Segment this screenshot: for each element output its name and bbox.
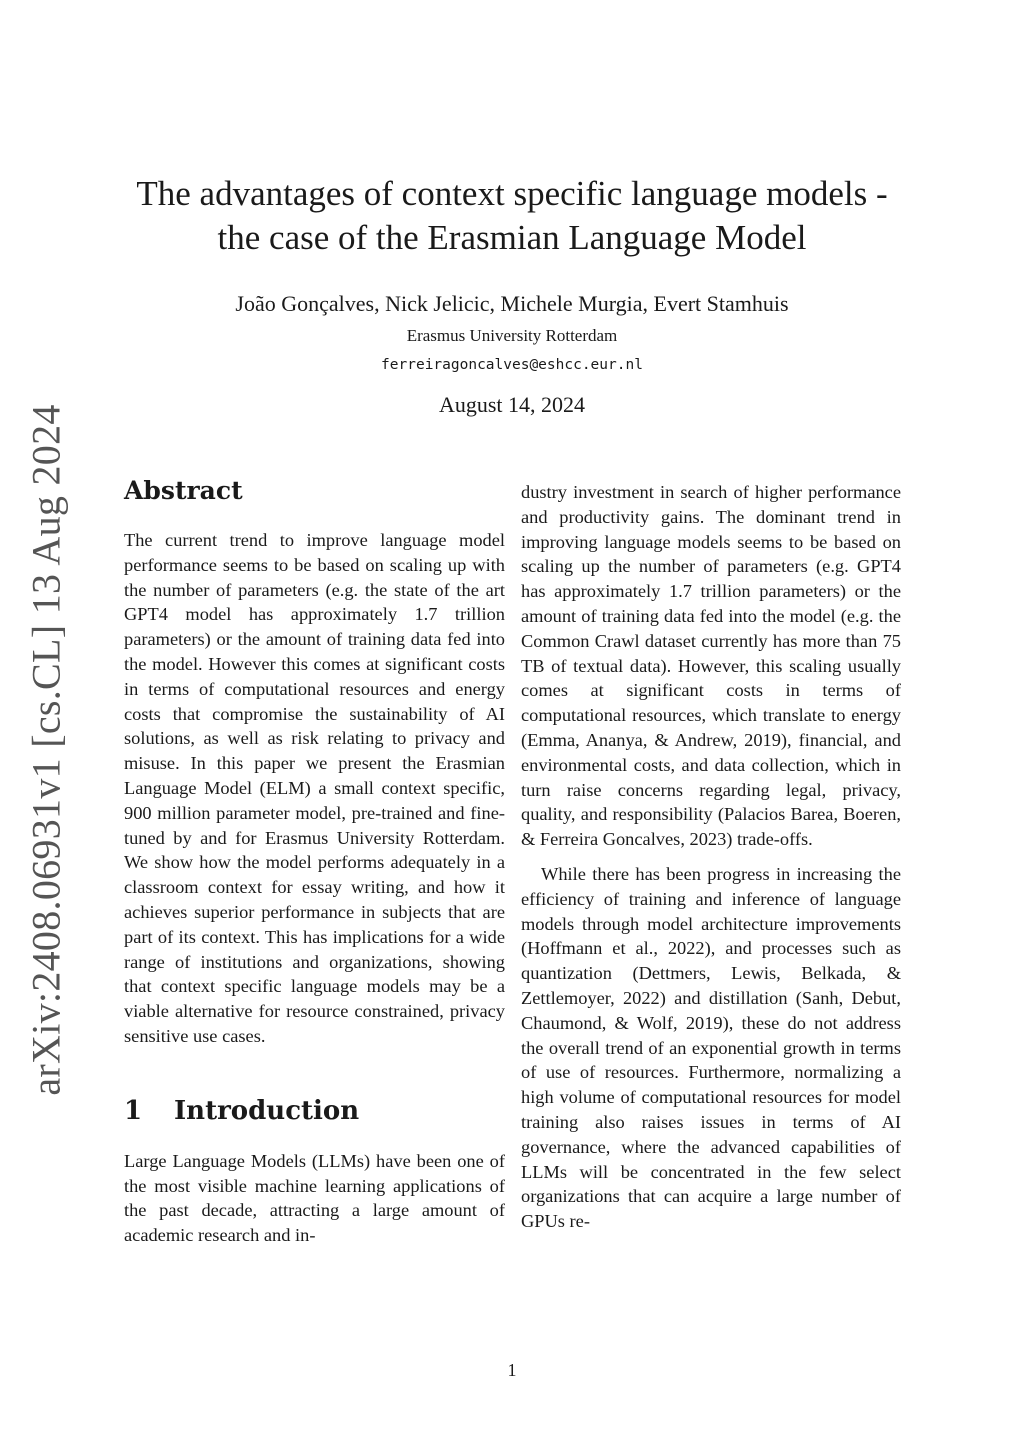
affiliation: Erasmus University Rotterdam <box>406 326 618 345</box>
title-line-1: The advantages of context specific language models - <box>136 174 888 213</box>
paper-header <box>112 172 912 418</box>
page-number: 1 <box>507 1360 517 1380</box>
section-number: 1 <box>124 1095 143 1126</box>
abstract-text: The current trend to improve language model performance seems to be based on scaling up with the number of parameters (e.g. the state of the art GPT4 model has approximately 1.7 trillion parameters) or the amount of training data fed into the model. However this comes at significant costs in terms of computational resources and energy costs that compromise the sustainability of AI solutions, as well as risk relating to privacy and misuse. In this paper we present the Erasmian Language Model (ELM) a small context specific, 900 million parameter model, pre-trained and fine-tuned by and for Erasmus University Rotterdam. We show how the model performs adequately in a classroom context for essay writing, and how it achieves superior performance in subjects that are part of its context. This has implications for a wide range of institutions and organizations, showing that context specific language models may be a viable alternative for resource constrained, privacy sensitive use cases. <box>124 530 505 1046</box>
title-line-2: the case of the Erasmian Language Model <box>217 218 807 257</box>
right-column <box>521 480 901 1234</box>
intro-paragraph-2: While there has been progress in increasing the efficiency of training and inference of language models through model architecture improvements (Hoffmann et al., 2022), and processes such as quantization (Dettmers, Lewis, Belkada, & Zettlemoyer, 2022) and distillation (Sanh, Debut, Chaumond, & Wolf, 2019), these do not address the overall trend of an exponential growth in terms of use of resources. Furthermore, normalizing a high volume of computational resources for model training also raises issues in terms of AI governance, where the advanced capabilities of LLMs will be concentrated in the few select organizations that can acquire a large number of GPUs re- <box>521 863 901 1232</box>
intro-paragraph-1-start: Large Language Models (LLMs) have been one of the most visible machine learning applications of the past decade, attracting a large amount of academic research and in- <box>124 1150 505 1246</box>
intro-paragraph-1-continued: dustry investment in search of higher performance and productivity gains. The dominant trend in improving language models seems to be based on scaling up the number of parameters (e.g. GPT4 has approximately 1.7 trillion parameters) or the amount of training data fed into the model (e.g. the Common Crawl dataset currently has more than 75 TB of textual data). However, this scaling usually comes at significant costs in terms of computational resources, which translate to energy (Emma, Ananya, & Andrew, 2019), financial, and environmental costs, and data collection, which in turn raise concerns regarding legal, privacy, quality, and responsibility (Palacios Barea, Boeren, & Ferreira Goncalves, 2023) trade-offs. <box>521 482 901 850</box>
arxiv-identifier: arXiv:2408.06931v1 [cs.CL] 13 Aug 2024 <box>23 404 69 1096</box>
introduction-heading <box>124 1096 505 1126</box>
contact-email: ferreiragoncalves@eshcc.eur.nl <box>381 357 643 373</box>
publication-date: August 14, 2024 <box>438 392 586 417</box>
abstract-heading: Abstract <box>124 476 243 505</box>
left-column <box>124 476 505 1248</box>
paper-title <box>112 172 912 260</box>
section-title: Introduction <box>174 1095 360 1126</box>
author-list: João Gonçalves, Nick Jelicic, Michele Murgia, Evert Stamhuis <box>235 291 789 316</box>
